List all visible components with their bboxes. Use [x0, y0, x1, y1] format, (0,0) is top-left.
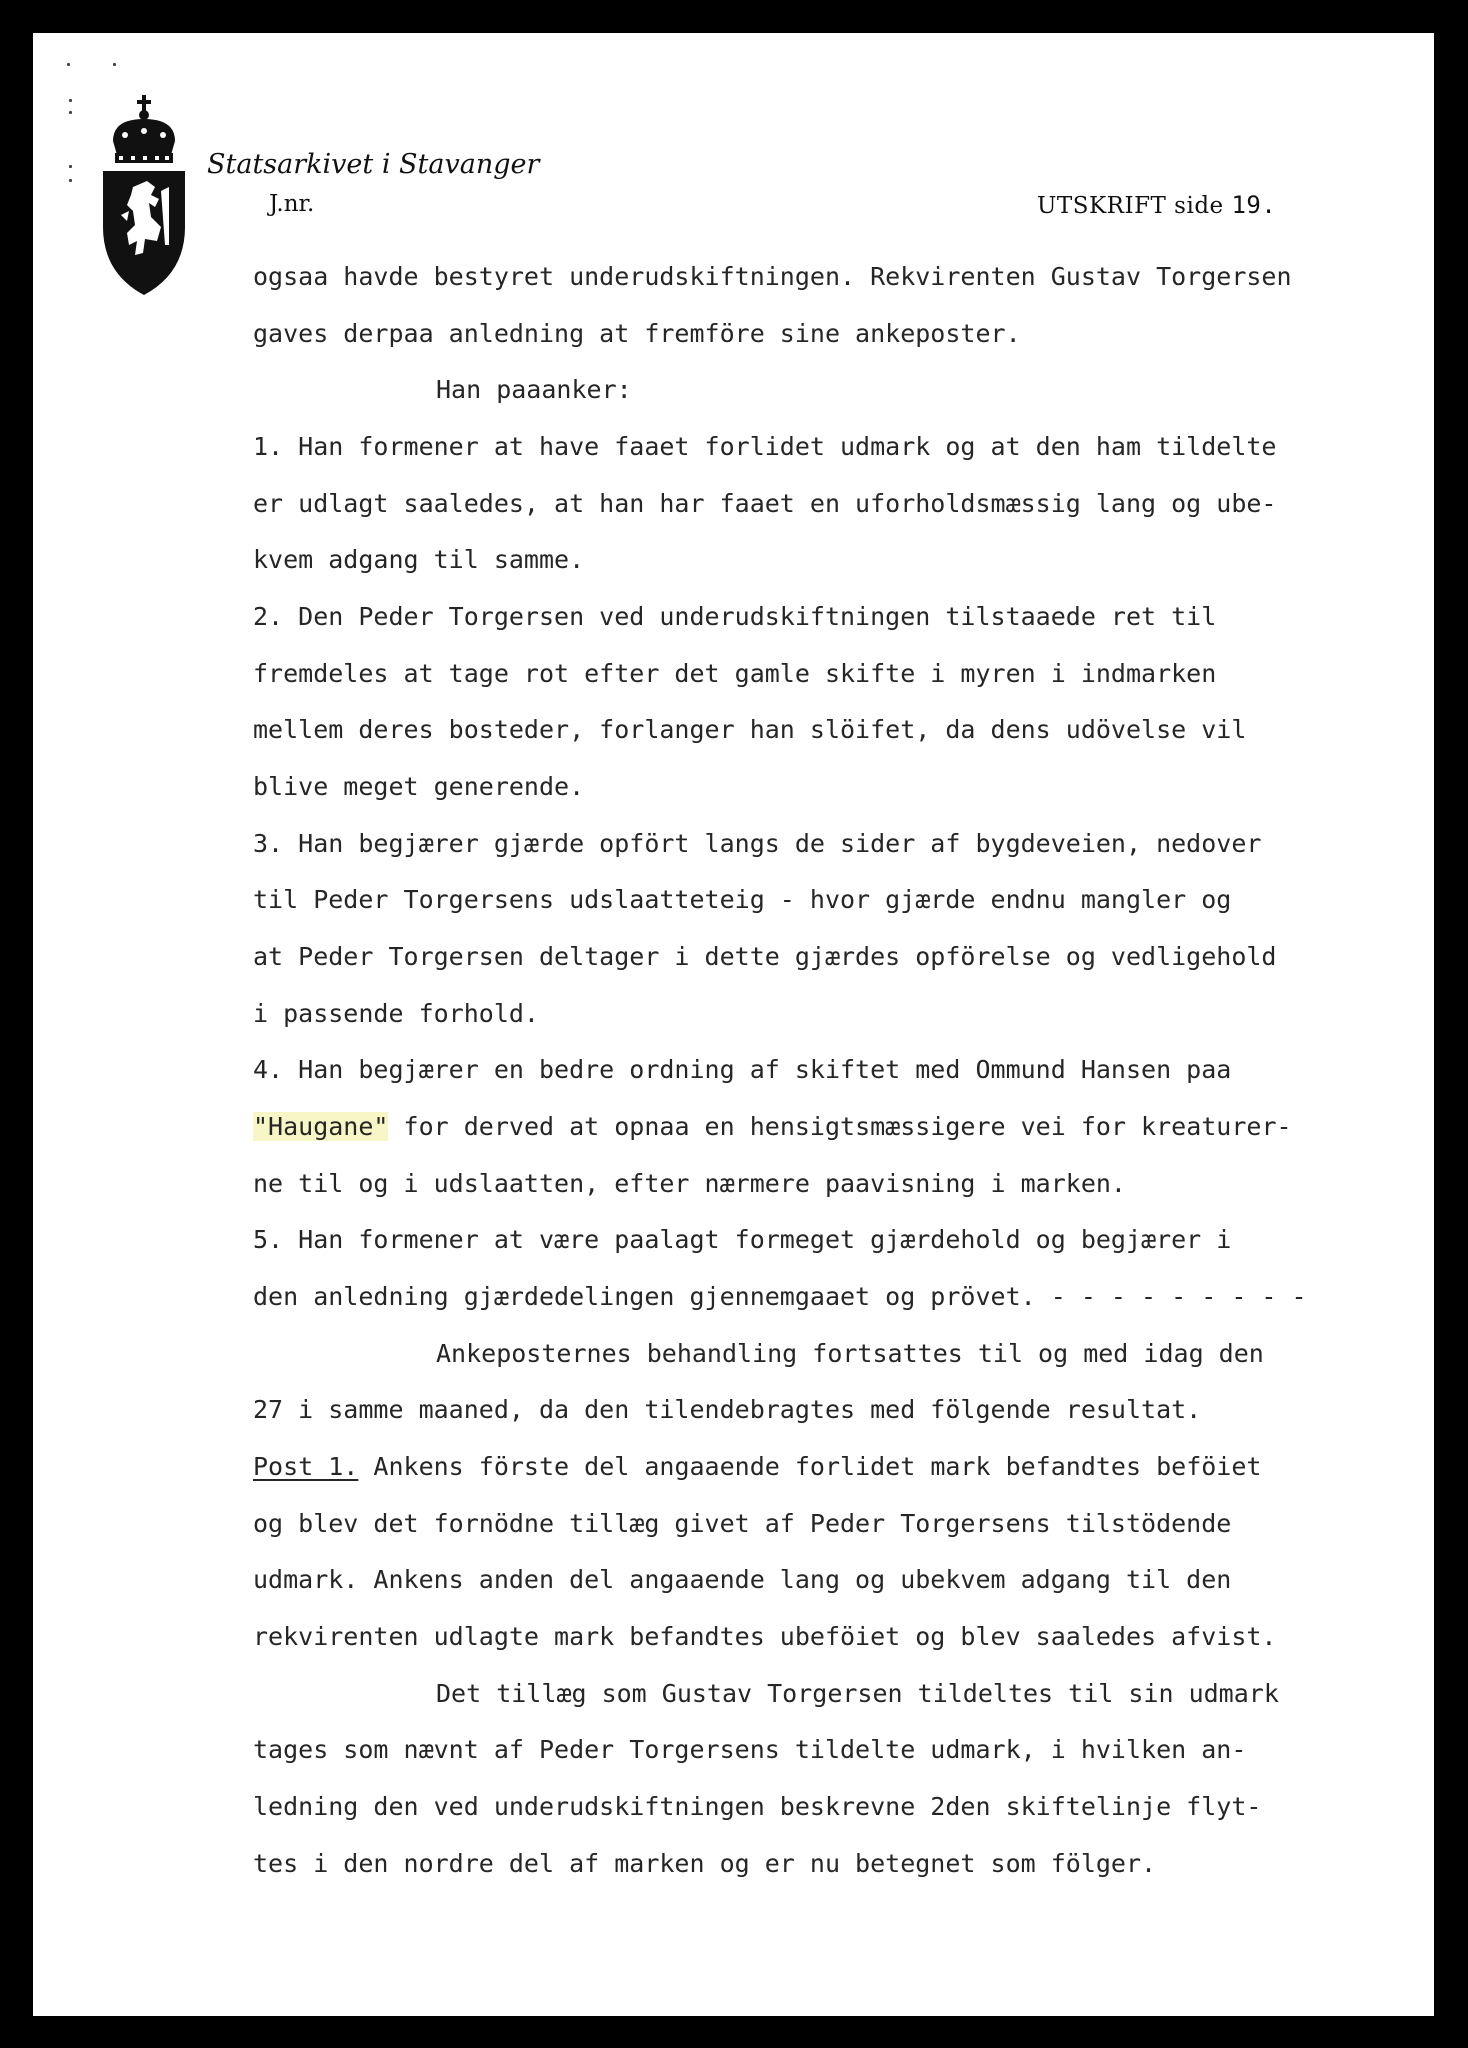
text-line: Han paaanker: — [436, 375, 632, 404]
text-line: i passende forhold. — [253, 999, 539, 1028]
text-line: 4. Han begjærer en bedre ordning af skiftet med Ommund Hansen paa — [253, 1055, 1232, 1084]
document-page — [33, 33, 1434, 2016]
text-line: ledning den ved underudskiftningen beskrevne 2den skiftelinje flyt- — [253, 1792, 1262, 1821]
text-line-rest: for derved at opnaa en hensigtsmæssigere vei for kreaturer- — [403, 1112, 1292, 1141]
text-line: er udlagt saaledes, at han har faaet en uforholdsmæssig lang og ube- — [253, 489, 1277, 518]
text-line: den anledning gjærdedelingen gjennemgaaet og prövet. - - - - - - - - - — [253, 1282, 1307, 1311]
text-line: 5. Han formener at være paalagt formeget gjærdehold og begjærer i — [253, 1225, 1232, 1254]
text-line: at Peder Torgersen deltager i dette gjærdes opförelse og vedligehold — [253, 942, 1277, 971]
page-number: 19. — [1231, 191, 1277, 219]
text-line: ne til og i udslaatten, efter nærmere paavisning i marken. — [253, 1169, 1126, 1198]
text-line: fremdeles at tage rot efter det gamle skifte i myren i indmarken — [253, 659, 1217, 688]
text-line-rest: Ankens förste del angaaende forlidet mark befandtes beföiet — [373, 1452, 1262, 1481]
journal-number-label: J.nr. — [269, 191, 315, 217]
text-line: blive meget generende. — [253, 772, 585, 801]
text-line: 3. Han begjærer gjærde opfört langs de sider af bygdeveien, nedover — [253, 829, 1262, 858]
text-line: udmark. Ankens anden del angaaende lang og ubekvem adgang til den — [253, 1565, 1232, 1594]
institution-name: Statsarkivet i Stavanger — [207, 149, 540, 180]
text-line: gaves derpaa anledning at fremföre sine ankeposter. — [253, 319, 1021, 348]
text-line: og blev det fornödne tillæg givet af Peder Torgersens tilstödende — [253, 1509, 1232, 1538]
text-line: tages som nævnt af Peder Torgersens tildelte udmark, i hvilken an- — [253, 1735, 1247, 1764]
transcript-label: UTSKRIFT side — [1037, 193, 1224, 219]
document-body — [33, 33, 1434, 2016]
text-line: tes i den nordre del af marken og er nu betegnet som fölger. — [253, 1849, 1157, 1878]
text-line: rekvirenten udlagte mark befandtes ubeföiet og blev saaledes afvist. — [253, 1622, 1277, 1651]
text-line — [253, 1112, 1292, 1142]
text-line: 2. Den Peder Torgersen ved underudskiftningen tilstaaede ret til — [253, 602, 1217, 631]
text-line: 27 i samme maaned, da den tilendebragtes med fölgende resultat. — [253, 1395, 1202, 1424]
text-line — [253, 1452, 1261, 1482]
text-line: 1. Han formener at have faaet forlidet udmark og at den ham tildelte — [253, 432, 1277, 461]
text-line: Ankeposternes behandling fortsattes til og med idag den — [436, 1339, 1264, 1368]
highlighted-place-name: "Haugane" — [253, 1112, 389, 1141]
text-line: ogsaa havde bestyret underudskiftningen. Rekvirenten Gustav Torgersen — [253, 262, 1292, 291]
text-line: Det tillæg som Gustav Torgersen tildeltes til sin udmark — [436, 1679, 1279, 1708]
text-line: mellem deres bosteder, forlanger han slöifet, da dens udövelse vil — [253, 715, 1247, 744]
post-label: Post 1. — [253, 1452, 359, 1481]
text-line: til Peder Torgersens udslaatteteig - hvor gjærde endnu mangler og — [253, 885, 1232, 914]
text-line: kvem adgang til samme. — [253, 545, 585, 574]
